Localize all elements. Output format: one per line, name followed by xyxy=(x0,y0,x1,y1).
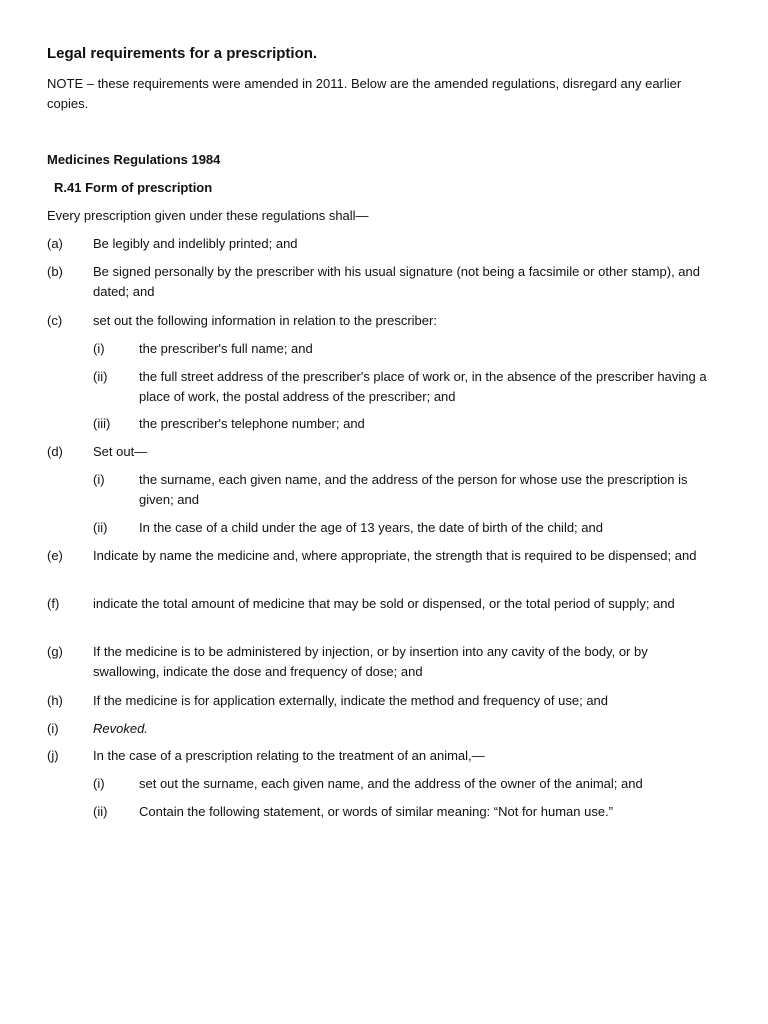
item-text: Indicate by name the medicine and, where appropriate, the strength that is required to be dispensed; and xyxy=(93,548,697,563)
item-label: (c) xyxy=(47,313,63,328)
item-text: Revoked. xyxy=(93,721,148,736)
item-label: (j) xyxy=(47,748,59,763)
item-label: (b) xyxy=(47,264,63,279)
subitem-text: the surname, each given name, and the address of the person for whose use the prescription is given; and xyxy=(139,472,688,507)
subitem-label: (ii) xyxy=(93,369,108,384)
item-text: Be signed personally by the prescriber with his usual signature (not being a facsimile or other stamp), and dated; and xyxy=(93,264,700,299)
item-label: (h) xyxy=(47,693,63,708)
intro-text: Every prescription given under these regulations shall— xyxy=(47,208,369,223)
subitem-text: set out the surname, each given name, and the address of the owner of the animal; and xyxy=(139,776,643,791)
subitem-text: the prescriber's telephone number; and xyxy=(139,416,365,431)
subitem-label: (i) xyxy=(93,341,105,356)
item-label: (g) xyxy=(47,644,63,659)
item-text: set out the following information in relation to the prescriber: xyxy=(93,313,437,328)
subitem-label: (ii) xyxy=(93,804,108,819)
act-heading: Medicines Regulations 1984 xyxy=(47,152,221,167)
subitem-text: Contain the following statement, or words of similar meaning: “Not for human use.” xyxy=(139,804,613,819)
subitem-label: (iii) xyxy=(93,416,111,431)
page-title: Legal requirements for a prescription. xyxy=(47,45,318,62)
subitem-text: the full street address of the prescriber's place of work or, in the absence of the prescriber having a place of work, the postal address of the prescriber; and xyxy=(139,369,707,404)
item-label: (i) xyxy=(47,721,59,736)
item-label: (f) xyxy=(47,596,60,611)
item-text: Set out— xyxy=(93,444,148,459)
subitem-label: (ii) xyxy=(93,520,108,535)
subitem-label: (i) xyxy=(93,472,105,487)
item-label: (d) xyxy=(47,444,63,459)
regulation-heading: R.41 Form of prescription xyxy=(54,180,213,195)
item-text: If the medicine is to be administered by injection, or by insertion into any cavity of the body, or by swallowing, indicate the dose and frequency of dose; and xyxy=(93,644,648,679)
item-text: indicate the total amount of medicine that may be sold or dispensed, or the total period of supply; and xyxy=(93,596,675,611)
subitem-text: the prescriber's full name; and xyxy=(139,341,313,356)
item-text: In the case of a prescription relating to the treatment of an animal,— xyxy=(93,748,485,763)
subitem-text: In the case of a child under the age of 13 years, the date of birth of the child; and xyxy=(139,520,603,535)
amendment-note: NOTE – these requirements were amended in 2011. Below are the amended regulations, disregard any earlier copies. xyxy=(47,76,682,111)
item-text: If the medicine is for application externally, indicate the method and frequency of use; and xyxy=(93,693,609,708)
item-label: (a) xyxy=(47,236,63,251)
item-text: Be legibly and indelibly printed; and xyxy=(93,236,298,251)
subitem-label: (i) xyxy=(93,776,105,791)
item-label: (e) xyxy=(47,548,63,563)
